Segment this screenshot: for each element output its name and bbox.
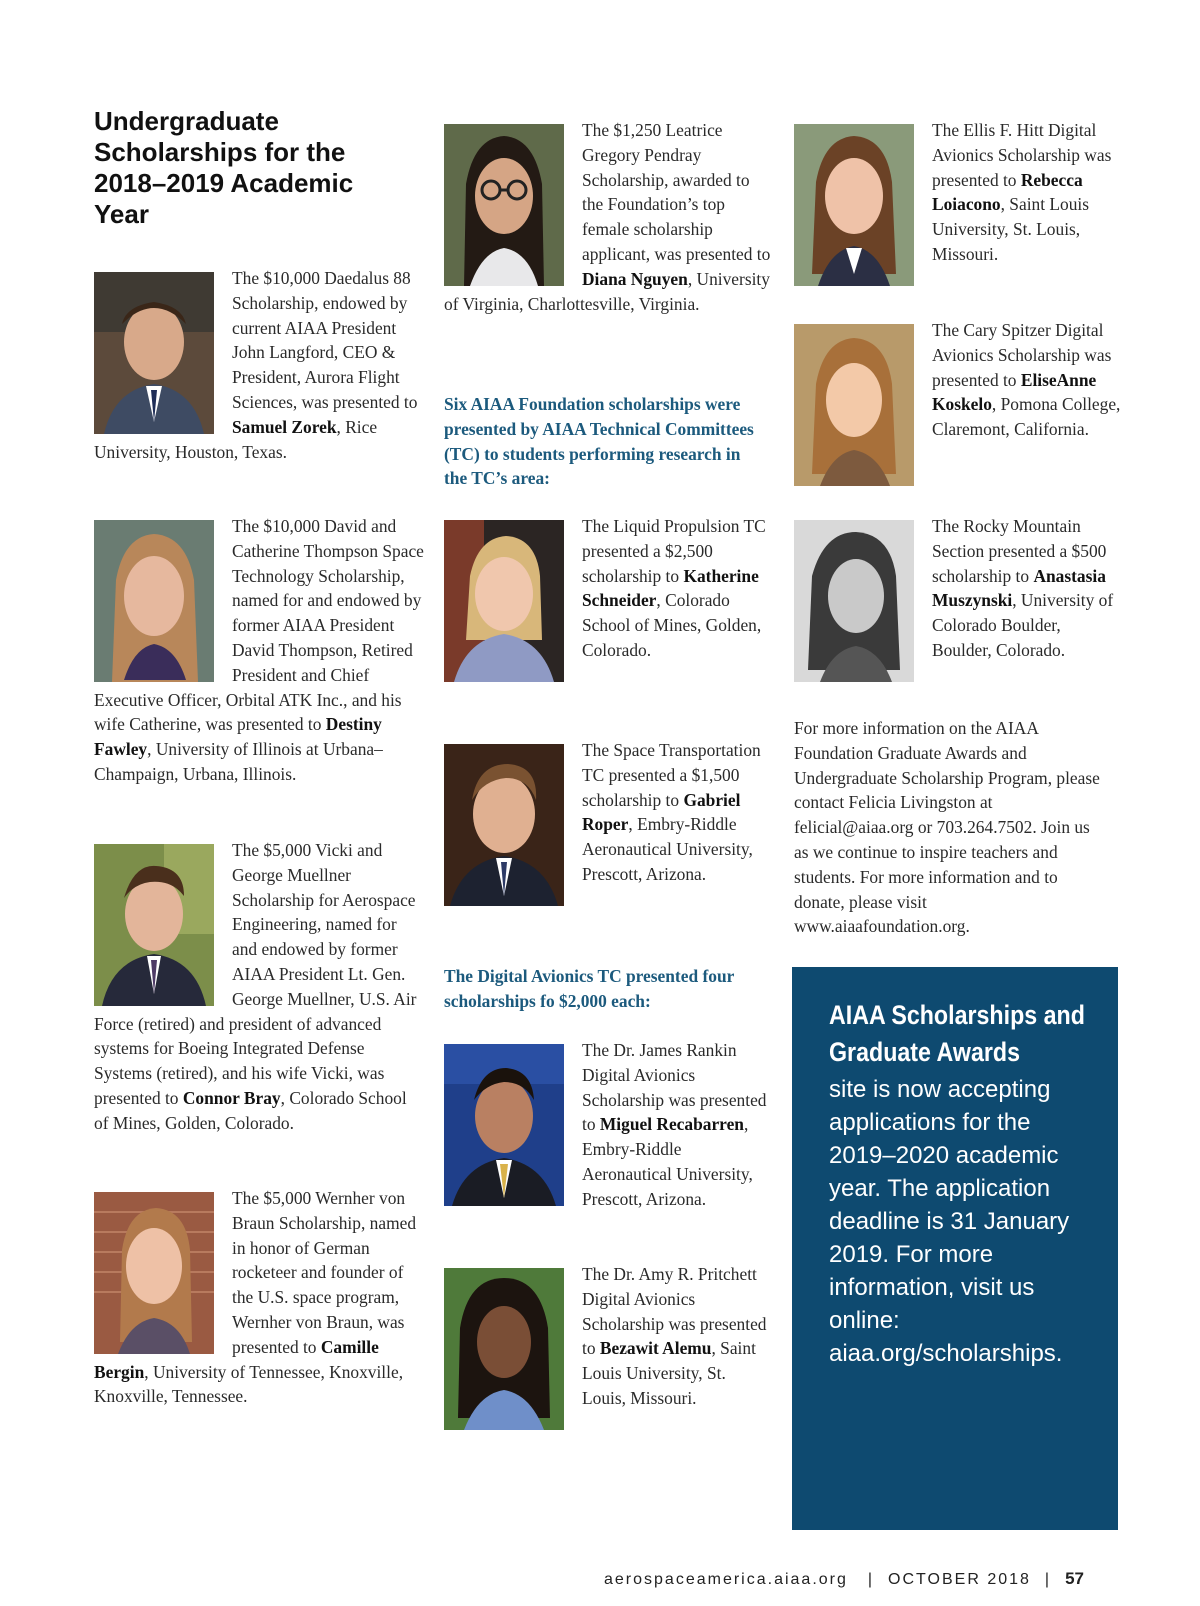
scholarship-entry-recabarren bbox=[444, 1038, 774, 1212]
portrait-photo-camille-bergin bbox=[94, 1192, 214, 1354]
entry-text: , University of Colorado Boulder, Boulder, Colorado. bbox=[932, 590, 1114, 660]
portrait-photo-connor-bray bbox=[94, 844, 214, 1006]
entry-text: , Saint Louis University, St. Louis, Missouri. bbox=[932, 194, 1090, 264]
scholarship-entry-schneider bbox=[444, 514, 774, 686]
entry-text: , Colorado School of Mines, Golden, Colorado. bbox=[582, 590, 762, 660]
scholarship-entry-loiacono bbox=[794, 118, 1124, 290]
scholarship-entry-muszynski bbox=[794, 514, 1124, 686]
portrait-photo-rebecca-loiacono bbox=[794, 124, 914, 286]
scholarship-entry-bray bbox=[94, 838, 424, 1136]
scholarship-entry-nguyen bbox=[444, 118, 774, 316]
recipient-name: EliseAnne Koskelo bbox=[932, 369, 1097, 415]
page-number: 57 bbox=[1065, 1569, 1084, 1588]
portrait-photo-samuel-zorek bbox=[94, 272, 214, 434]
promo-title: AIAA Scholarships and Graduate Awards bbox=[829, 1000, 1085, 1067]
entry-text: The Liquid Propulsion TC presented a $2,500 scholarship to bbox=[582, 516, 766, 586]
scholarship-promo-box bbox=[792, 967, 1118, 1530]
portrait-photo-destiny-fawley bbox=[94, 520, 214, 682]
entry-text: , Embry-Riddle Aeronautical University, Prescott, Arizona. bbox=[582, 1114, 753, 1209]
recipient-name: Connor Bray bbox=[182, 1087, 281, 1108]
portrait-photo-anastasia-muszynski bbox=[794, 520, 914, 682]
entry-text: The $10,000 Daedalus 88 Scholarship, endowed by current AIAA President John Langford, CEO & President, Aurora Flight Sciences, was presented to bbox=[232, 268, 418, 412]
entry-text: The $10,000 David and Catherine Thompson Space Technology Scholarship, named for and endowed by former AIAA President David Thompson, Retired President and Chief Executive Officer, Orbital ATK Inc., and his wife Catherine, was presented to bbox=[94, 516, 424, 735]
portrait-photo-katherine-schneider bbox=[444, 520, 564, 682]
tc-section-heading: Six AIAA Foundation scholarships were presented by AIAA Technical Committees (TC) to students performing research in the TC’s area: bbox=[444, 394, 754, 489]
entry-text: The $5,000 Vicki and George Muellner Scholarship for Aerospace Engineering, named for and endowed by former AIAA President Lt. Gen. George Muellner, U.S. Air Force (retired) and president of advanced systems for Boeing Integrated Defense Systems (retired), and his wife Vicki, was presented to bbox=[94, 840, 417, 1108]
footer-separator: | bbox=[1044, 1571, 1052, 1588]
entry-text: , University of Illinois at Urbana–Champaign, Urbana, Illinois. bbox=[94, 739, 383, 784]
entry-text: The Ellis F. Hitt Digital Avionics Scholarship was presented to bbox=[932, 120, 1112, 190]
avionics-section-heading: The Digital Avionics TC presented four scholarships fo $2,000 each: bbox=[444, 966, 735, 1011]
recipient-name: Katherine Schneider bbox=[582, 565, 759, 611]
recipient-name: Gabriel Roper bbox=[582, 789, 741, 835]
scholarship-entry-fawley bbox=[94, 514, 424, 787]
portrait-photo-diana-nguyen bbox=[444, 124, 564, 286]
portrait-photo-bezawit-alemu bbox=[444, 1268, 564, 1430]
entry-text: , Pomona College, Claremont, California. bbox=[932, 394, 1121, 440]
page-footer bbox=[604, 1569, 1124, 1589]
footer-month: OCTOBER 2018 bbox=[888, 1571, 1031, 1588]
page-title: Undergraduate Scholarships for the 2018–2019 Academic Year bbox=[94, 106, 354, 229]
footer-site: aerospaceamerica.aiaa.org bbox=[604, 1571, 848, 1588]
recipient-name: Rebecca Loiacono bbox=[932, 169, 1083, 215]
portrait-photo-gabriel-roper bbox=[444, 744, 564, 906]
recipient-name: Bezawit Alemu bbox=[599, 1338, 712, 1359]
entry-text: The $5,000 Wernher von Braun Scholarship, named in honor of German rocketeer and founder of the U.S. space program, Wernher von Braun, was presented to bbox=[232, 1188, 417, 1357]
portrait-photo-miguel-recabarren bbox=[444, 1044, 564, 1206]
entry-text: , University of Tennessee, Knoxville, Knoxville, Tennessee. bbox=[94, 1361, 404, 1407]
recipient-name: Anastasia Muszynski bbox=[932, 565, 1106, 611]
entry-text: , Saint Louis University, St. Louis, Missouri. bbox=[582, 1338, 756, 1408]
scholarship-entry-alemu bbox=[444, 1262, 774, 1434]
entry-text: The Cary Spitzer Digital Avionics Scholarship was presented to bbox=[932, 320, 1112, 390]
portrait-photo-eliseanne-koskelo bbox=[794, 324, 914, 486]
entry-text: , University of Virginia, Charlottesville, Virginia. bbox=[444, 268, 770, 314]
recipient-name: Destiny Fawley bbox=[94, 714, 382, 760]
promo-body: site is now accepting applications for the 2019–2020 academic year. The application deadline is 31 January 2019. For more information, visit us online: aiaa.org/scholarships. bbox=[829, 1076, 1070, 1367]
scholarship-entry-koskelo bbox=[794, 318, 1124, 490]
entry-text: The Space Transportation TC presented a $1,500 scholarship to bbox=[582, 740, 761, 810]
scholarship-entry-zorek bbox=[94, 266, 424, 464]
entry-text: The Rocky Mountain Section presented a $500 scholarship to bbox=[932, 516, 1107, 586]
scholarship-entry-roper bbox=[444, 738, 774, 910]
contact-paragraph: For more information on the AIAA Foundation Graduate Awards and Undergraduate Scholarship Program, please contact Felicia Livingston at felicial@aiaa.org or 703.264.7502. Join us as we continue to inspire teachers and students. For more information and to donate, please visit www.aiaafoundation.org. bbox=[794, 718, 1100, 937]
entry-text: The Dr. Amy R. Pritchett Digital Avionics Scholarship was presented to bbox=[582, 1264, 767, 1359]
entry-text: The $1,250 Leatrice Gregory Pendray Scholarship, awarded to the Foundation’s top female scholarship applicant, was presented to bbox=[582, 120, 771, 264]
entry-text: , Embry-Riddle Aeronautical University, Prescott, Arizona. bbox=[582, 814, 753, 884]
footer-separator: | bbox=[867, 1571, 875, 1588]
recipient-name: Samuel Zorek bbox=[232, 416, 337, 437]
scholarship-entry-bergin bbox=[94, 1186, 424, 1409]
entry-text: The Dr. James Rankin Digital Avionics Scholarship was presented to bbox=[582, 1040, 767, 1135]
entry-text: , Rice University, Houston, Texas. bbox=[94, 416, 378, 462]
recipient-name: Miguel Recabarren bbox=[599, 1114, 744, 1135]
recipient-name: Camille Bergin bbox=[94, 1336, 379, 1382]
recipient-name: Diana Nguyen bbox=[582, 268, 688, 289]
entry-text: , Colorado School of Mines, Golden, Colorado. bbox=[94, 1087, 407, 1133]
